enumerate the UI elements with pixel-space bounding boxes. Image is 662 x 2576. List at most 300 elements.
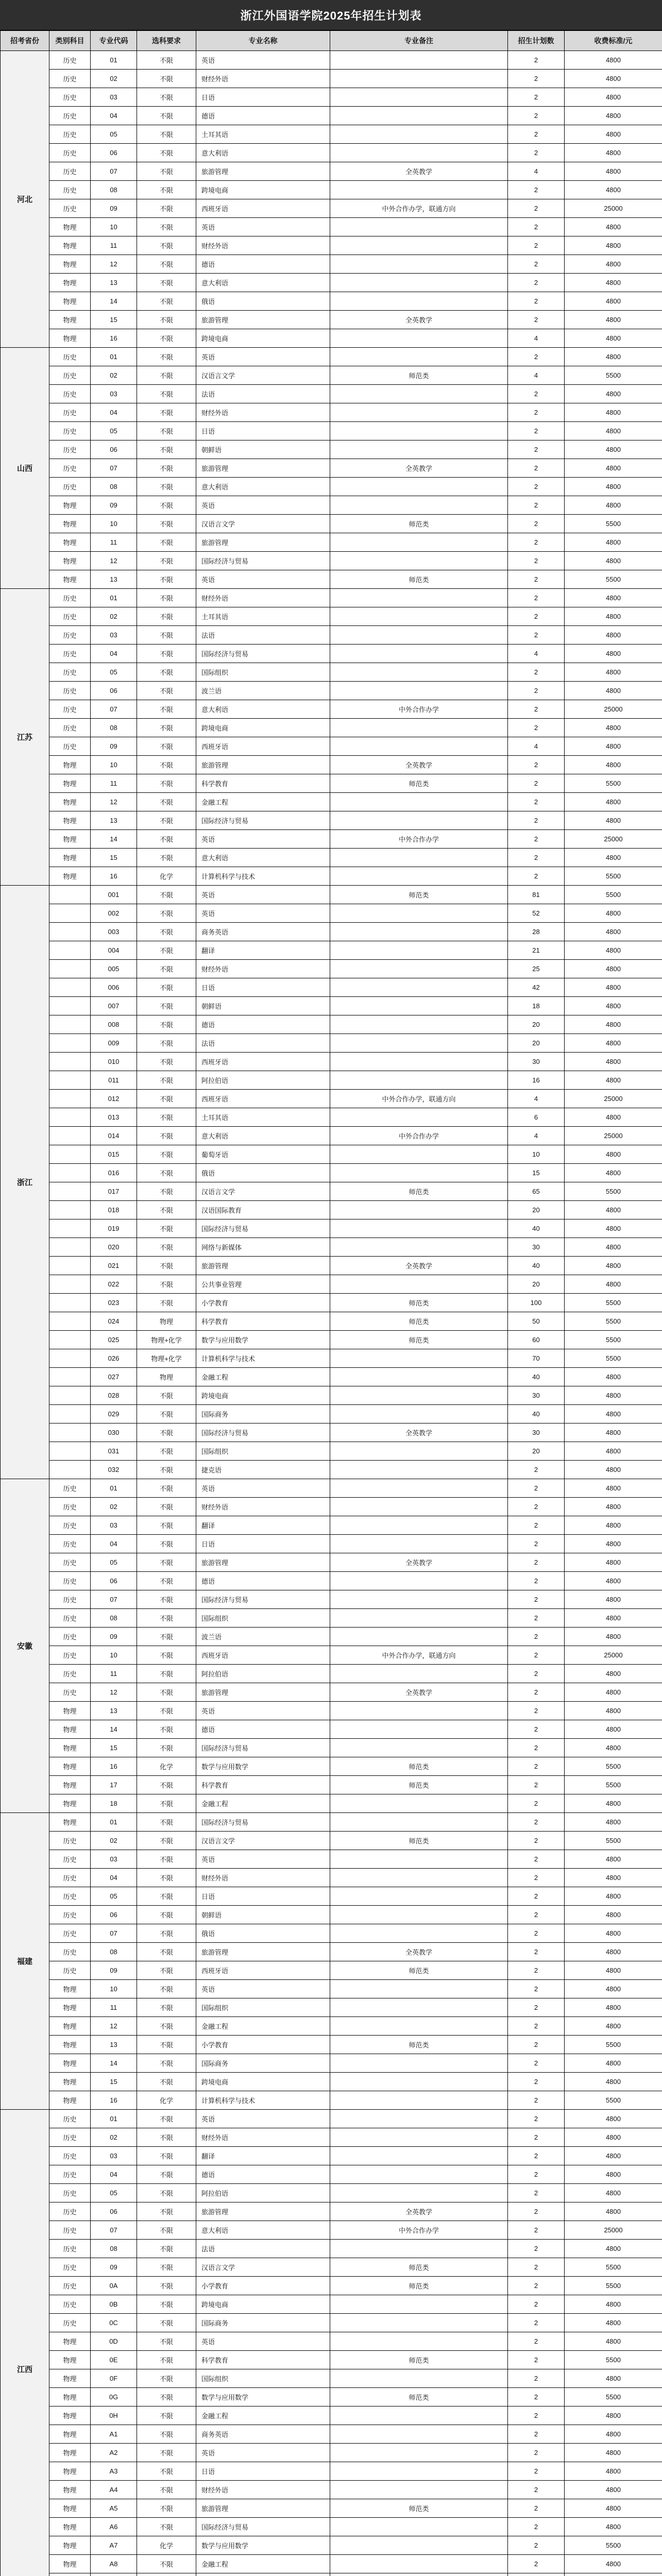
cell-major-name: 英语 bbox=[196, 1479, 330, 1498]
cell-category: 历史 bbox=[49, 1516, 91, 1535]
table-row bbox=[1, 2462, 662, 2481]
cell-major-name: 英语 bbox=[196, 886, 330, 904]
cell-plan-count: 2 bbox=[508, 1869, 565, 1887]
cell-major-note bbox=[330, 1739, 508, 1757]
table-row bbox=[1, 1572, 662, 1590]
cell-category: 物理 bbox=[49, 2462, 91, 2481]
cell-tuition: 5500 bbox=[565, 1832, 662, 1850]
cell-category: 历史 bbox=[49, 682, 91, 700]
cell-major-name: 英语 bbox=[196, 570, 330, 589]
cell-major-code: 15 bbox=[91, 2073, 137, 2091]
cell-plan-count: 60 bbox=[508, 1331, 565, 1349]
cell-major-code: 11 bbox=[91, 236, 137, 255]
cell-tuition: 4800 bbox=[565, 88, 662, 107]
cell-tuition: 4800 bbox=[565, 1405, 662, 1423]
cell-tuition: 4800 bbox=[565, 2369, 662, 2388]
cell-tuition: 4800 bbox=[565, 2481, 662, 2499]
cell-category bbox=[49, 1015, 91, 1034]
table-row bbox=[1, 1869, 662, 1887]
table-row bbox=[1, 886, 662, 904]
cell-tuition: 4800 bbox=[565, 1516, 662, 1535]
cell-tuition: 5500 bbox=[565, 1776, 662, 1794]
table-row bbox=[1, 2369, 662, 2388]
cell-province: 河北 bbox=[1, 51, 49, 348]
cell-major-name: 汉语言文学 bbox=[196, 2258, 330, 2277]
cell-plan-count: 2 bbox=[508, 2036, 565, 2054]
cell-major-name: 意大利语 bbox=[196, 2221, 330, 2240]
cell-major-note bbox=[330, 719, 508, 737]
cell-major-note: 师范类 bbox=[330, 1832, 508, 1850]
cell-major-name: 国际经济与贸易 bbox=[196, 1739, 330, 1757]
cell-subject-requirement: 不限 bbox=[137, 1071, 196, 1090]
cell-major-name: 德语 bbox=[196, 1720, 330, 1739]
cell-major-note bbox=[330, 1665, 508, 1683]
cell-major-name: 日语 bbox=[196, 1535, 330, 1553]
cell-major-code: 02 bbox=[91, 1832, 137, 1850]
cell-plan-count: 20 bbox=[508, 1442, 565, 1461]
cell-plan-count: 2 bbox=[508, 1535, 565, 1553]
cell-subject-requirement: 不限 bbox=[137, 2110, 196, 2128]
cell-major-note bbox=[330, 2555, 508, 2573]
table-row bbox=[1, 1739, 662, 1757]
cell-tuition: 4800 bbox=[565, 533, 662, 552]
cell-plan-count: 2 bbox=[508, 348, 565, 366]
cell-major-name: 德语 bbox=[196, 1572, 330, 1590]
table-row bbox=[1, 1535, 662, 1553]
table-row bbox=[1, 923, 662, 941]
cell-major-name: 意大利语 bbox=[196, 144, 330, 162]
cell-major-name: 国际经济与贸易 bbox=[196, 1590, 330, 1609]
cell-major-code: 08 bbox=[91, 1609, 137, 1628]
cell-plan-count: 2 bbox=[508, 2314, 565, 2332]
cell-subject-requirement: 不限 bbox=[137, 849, 196, 867]
cell-subject-requirement: 不限 bbox=[137, 1461, 196, 1479]
cell-major-note: 中外合作办学 bbox=[330, 700, 508, 719]
cell-major-name: 商务英语 bbox=[196, 923, 330, 941]
cell-plan-count: 20 bbox=[508, 1015, 565, 1034]
cell-major-note bbox=[330, 88, 508, 107]
cell-plan-count: 2 bbox=[508, 440, 565, 459]
cell-subject-requirement: 不限 bbox=[137, 719, 196, 737]
cell-subject-requirement: 不限 bbox=[137, 811, 196, 830]
table-row bbox=[1, 1906, 662, 1924]
cell-tuition: 5500 bbox=[565, 1349, 662, 1368]
cell-plan-count: 2 bbox=[508, 756, 565, 774]
cell-subject-requirement: 不限 bbox=[137, 2444, 196, 2462]
cell-plan-count: 52 bbox=[508, 904, 565, 923]
cell-plan-count: 2 bbox=[508, 1739, 565, 1757]
cell-major-note bbox=[330, 2314, 508, 2332]
table-row bbox=[1, 1794, 662, 1813]
cell-major-code: 16 bbox=[91, 329, 137, 348]
cell-major-note bbox=[330, 2481, 508, 2499]
table-row bbox=[1, 867, 662, 886]
cell-subject-requirement: 不限 bbox=[137, 1720, 196, 1739]
cell-tuition: 25000 bbox=[565, 199, 662, 218]
table-row bbox=[1, 570, 662, 589]
cell-category: 历史 bbox=[49, 607, 91, 626]
cell-major-note bbox=[330, 978, 508, 997]
cell-major-code: 01 bbox=[91, 1813, 137, 1832]
cell-major-name: 小学教育 bbox=[196, 1294, 330, 1312]
cell-plan-count: 2 bbox=[508, 311, 565, 329]
cell-tuition: 4800 bbox=[565, 737, 662, 756]
cell-plan-count: 2 bbox=[508, 199, 565, 218]
cell-category bbox=[49, 1461, 91, 1479]
cell-category: 历史 bbox=[49, 422, 91, 440]
cell-major-code: A2 bbox=[91, 2444, 137, 2462]
cell-plan-count: 2 bbox=[508, 2128, 565, 2147]
cell-subject-requirement: 不限 bbox=[137, 1924, 196, 1943]
cell-category bbox=[49, 1201, 91, 1219]
cell-tuition: 4800 bbox=[565, 1906, 662, 1924]
table-row bbox=[1, 366, 662, 385]
cell-major-name: 翻译 bbox=[196, 2147, 330, 2165]
cell-subject-requirement: 不限 bbox=[137, 1961, 196, 1980]
cell-major-code: 01 bbox=[91, 1479, 137, 1498]
cell-plan-count: 2 bbox=[508, 719, 565, 737]
cell-plan-count: 2 bbox=[508, 589, 565, 607]
cell-category: 历史 bbox=[49, 589, 91, 607]
cell-major-note: 中外合作办学 bbox=[330, 2221, 508, 2240]
cell-major-note bbox=[330, 496, 508, 515]
cell-category: 历史 bbox=[49, 2258, 91, 2277]
cell-category bbox=[49, 1386, 91, 1405]
cell-major-name: 汉语言文学 bbox=[196, 1832, 330, 1850]
cell-major-note bbox=[330, 1219, 508, 1238]
cell-major-note bbox=[330, 1609, 508, 1628]
cell-major-name: 数学与应用数学 bbox=[196, 1331, 330, 1349]
table-header bbox=[1, 31, 662, 51]
cell-category: 物理 bbox=[49, 236, 91, 255]
cell-tuition: 4800 bbox=[565, 1386, 662, 1405]
cell-subject-requirement: 不限 bbox=[137, 1590, 196, 1609]
cell-major-name: 财经外语 bbox=[196, 70, 330, 88]
cell-category: 历史 bbox=[49, 1535, 91, 1553]
cell-major-code: 12 bbox=[91, 552, 137, 570]
cell-tuition: 4800 bbox=[565, 1535, 662, 1553]
cell-plan-count: 2 bbox=[508, 181, 565, 199]
cell-major-code: 14 bbox=[91, 1720, 137, 1739]
cell-major-note: 师范类 bbox=[330, 1961, 508, 1980]
cell-category bbox=[49, 1442, 91, 1461]
cell-plan-count: 2 bbox=[508, 2295, 565, 2314]
cell-subject-requirement: 不限 bbox=[137, 2128, 196, 2147]
cell-major-name: 财经外语 bbox=[196, 236, 330, 255]
cell-major-name: 日语 bbox=[196, 422, 330, 440]
cell-tuition: 4800 bbox=[565, 1665, 662, 1683]
cell-major-note bbox=[330, 2110, 508, 2128]
cell-tuition: 4800 bbox=[565, 997, 662, 1015]
cell-major-code: 017 bbox=[91, 1182, 137, 1201]
cell-major-code: 003 bbox=[91, 923, 137, 941]
cell-category: 历史 bbox=[49, 88, 91, 107]
cell-major-note bbox=[330, 1794, 508, 1813]
table-row bbox=[1, 478, 662, 496]
cell-subject-requirement: 不限 bbox=[137, 626, 196, 645]
table-row bbox=[1, 1757, 662, 1776]
cell-category: 历史 bbox=[49, 1906, 91, 1924]
cell-major-note: 师范类 bbox=[330, 515, 508, 533]
cell-category bbox=[49, 1127, 91, 1145]
cell-subject-requirement: 不限 bbox=[137, 2184, 196, 2202]
cell-tuition: 4800 bbox=[565, 329, 662, 348]
cell-subject-requirement: 不限 bbox=[137, 1980, 196, 1998]
cell-major-code: 06 bbox=[91, 144, 137, 162]
cell-category: 历史 bbox=[49, 663, 91, 682]
cell-category bbox=[49, 1034, 91, 1053]
cell-major-code: A4 bbox=[91, 2481, 137, 2499]
cell-major-code: 17 bbox=[91, 1776, 137, 1794]
cell-subject-requirement: 不限 bbox=[137, 496, 196, 515]
cell-tuition: 4800 bbox=[565, 2314, 662, 2332]
cell-plan-count: 4 bbox=[508, 645, 565, 663]
cell-plan-count: 2 bbox=[508, 1980, 565, 1998]
cell-major-code bbox=[91, 2573, 137, 2576]
cell-major-name: 阿拉伯语 bbox=[196, 2184, 330, 2202]
cell-tuition: 4800 bbox=[565, 756, 662, 774]
table-row bbox=[1, 1943, 662, 1961]
cell-tuition: 4800 bbox=[565, 2147, 662, 2165]
cell-major-name: 财经外语 bbox=[196, 1869, 330, 1887]
cell-subject-requirement: 不限 bbox=[137, 2481, 196, 2499]
table-row bbox=[1, 144, 662, 162]
cell-tuition: 25000 bbox=[565, 830, 662, 849]
cell-major-note bbox=[330, 1516, 508, 1535]
cell-category: 历史 bbox=[49, 2221, 91, 2240]
cell-plan-count: 2 bbox=[508, 1498, 565, 1516]
cell-tuition: 4800 bbox=[565, 1108, 662, 1127]
cell-major-note bbox=[330, 1998, 508, 2017]
cell-subject-requirement: 不限 bbox=[137, 385, 196, 403]
table-row bbox=[1, 1924, 662, 1943]
cell-category: 物理 bbox=[49, 2332, 91, 2351]
cell-major-code: 006 bbox=[91, 978, 137, 997]
cell-major-code: 06 bbox=[91, 1906, 137, 1924]
cell-plan-count: 2 bbox=[508, 2277, 565, 2295]
cell-category: 历史 bbox=[49, 199, 91, 218]
cell-category: 历史 bbox=[49, 1869, 91, 1887]
table-row bbox=[1, 274, 662, 292]
cell-plan-count: 2 bbox=[508, 1516, 565, 1535]
cell-plan-count: 2 bbox=[508, 1924, 565, 1943]
cell-plan-count: 2 bbox=[508, 2202, 565, 2221]
table-row bbox=[1, 1646, 662, 1665]
cell-major-note: 全英教学 bbox=[330, 1943, 508, 1961]
table-row bbox=[1, 2295, 662, 2314]
cell-category: 历史 bbox=[49, 1646, 91, 1665]
cell-major-code: 031 bbox=[91, 1442, 137, 1461]
cell-major-note bbox=[330, 348, 508, 366]
table-row bbox=[1, 1405, 662, 1423]
cell-subject-requirement: 不限 bbox=[137, 663, 196, 682]
cell-category: 物理 bbox=[49, 2406, 91, 2425]
cell-major-code: 0A bbox=[91, 2277, 137, 2295]
cell-major-note: 师范类 bbox=[330, 1776, 508, 1794]
cell-subject-requirement: 不限 bbox=[137, 645, 196, 663]
cell-category: 物理 bbox=[49, 2054, 91, 2073]
cell-major-code: 07 bbox=[91, 1590, 137, 1609]
cell-major-code: 021 bbox=[91, 1257, 137, 1275]
table-row bbox=[1, 348, 662, 366]
cell-major-note bbox=[330, 1145, 508, 1164]
cell-major-code: A8 bbox=[91, 2555, 137, 2573]
cell-subject-requirement: 不限 bbox=[137, 1386, 196, 1405]
cell-major-name: 德语 bbox=[196, 255, 330, 274]
cell-category bbox=[49, 960, 91, 978]
cell-tuition: 5500 bbox=[565, 570, 662, 589]
header-subject-requirement: 选科要求 bbox=[137, 31, 196, 51]
table-row bbox=[1, 2128, 662, 2147]
cell-tuition: 5500 bbox=[565, 2258, 662, 2277]
cell-tuition: 4800 bbox=[565, 2425, 662, 2444]
cell-subject-requirement: 不限 bbox=[137, 1145, 196, 1164]
cell-subject-requirement: 不限 bbox=[137, 1479, 196, 1498]
cell-major-note: 师范类 bbox=[330, 886, 508, 904]
cell-category: 物理 bbox=[49, 292, 91, 311]
cell-tuition: 4800 bbox=[565, 1628, 662, 1646]
cell-major-code: 019 bbox=[91, 1219, 137, 1238]
cell-plan-count: 2 bbox=[508, 2481, 565, 2499]
cell-subject-requirement: 不限 bbox=[137, 311, 196, 329]
cell-plan-count: 2 bbox=[508, 811, 565, 830]
cell-major-code: 06 bbox=[91, 682, 137, 700]
cell-major-code: 028 bbox=[91, 1386, 137, 1405]
cell-major-code: A5 bbox=[91, 2499, 137, 2518]
cell-tuition: 4800 bbox=[565, 385, 662, 403]
table-row bbox=[1, 515, 662, 533]
cell-major-note bbox=[330, 1590, 508, 1609]
table-row bbox=[1, 1628, 662, 1646]
cell-major-code: 026 bbox=[91, 1349, 137, 1368]
cell-plan-count: 2 bbox=[508, 107, 565, 125]
cell-category: 物理 bbox=[49, 1702, 91, 1720]
cell-major-code: 11 bbox=[91, 1998, 137, 2017]
cell-tuition: 4800 bbox=[565, 2054, 662, 2073]
table-row bbox=[1, 2406, 662, 2425]
cell-category: 物理 bbox=[49, 552, 91, 570]
cell-category: 物理 bbox=[49, 2481, 91, 2499]
cell-major-note: 全英教学 bbox=[330, 2202, 508, 2221]
cell-major-code: 018 bbox=[91, 1201, 137, 1219]
cell-major-name: 旅游管理 bbox=[196, 311, 330, 329]
cell-major-code: 14 bbox=[91, 830, 137, 849]
cell-subject-requirement: 不限 bbox=[137, 941, 196, 960]
cell-tuition: 4800 bbox=[565, 1015, 662, 1034]
cell-major-code: 11 bbox=[91, 533, 137, 552]
cell-plan-count: 100 bbox=[508, 1294, 565, 1312]
sheet-title: 浙江外国语学院2025年招生计划表 bbox=[0, 0, 662, 30]
table-row bbox=[1, 1275, 662, 1294]
table-row bbox=[1, 1423, 662, 1442]
cell-subject-requirement: 不限 bbox=[137, 1127, 196, 1145]
cell-category: 历史 bbox=[49, 1683, 91, 1702]
cell-major-note: 全英教学 bbox=[330, 1683, 508, 1702]
table-row bbox=[1, 811, 662, 830]
cell-category: 历史 bbox=[49, 1498, 91, 1516]
cell-major-name: 英语 bbox=[196, 904, 330, 923]
cell-major-note bbox=[330, 1498, 508, 1516]
cell-subject-requirement: 不限 bbox=[137, 607, 196, 626]
cell-category: 历史 bbox=[49, 2147, 91, 2165]
cell-major-code: 07 bbox=[91, 162, 137, 181]
cell-major-name: 金融工程 bbox=[196, 1368, 330, 1386]
cell-plan-count: 42 bbox=[508, 978, 565, 997]
table-row bbox=[1, 2277, 662, 2295]
cell-tuition: 4800 bbox=[565, 2073, 662, 2091]
cell-category: 物理 bbox=[49, 830, 91, 849]
cell-plan-count: 4 bbox=[508, 737, 565, 756]
cell-plan-count: 20 bbox=[508, 1201, 565, 1219]
cell-tuition: 5500 bbox=[565, 515, 662, 533]
cell-plan-count: 40 bbox=[508, 1257, 565, 1275]
cell-plan-count: 2 bbox=[508, 830, 565, 849]
cell-major-code: 01 bbox=[91, 51, 137, 70]
cell-tuition: 4800 bbox=[565, 607, 662, 626]
cell-tuition: 25000 bbox=[565, 700, 662, 719]
cell-category: 物理 bbox=[49, 2425, 91, 2444]
table-row bbox=[1, 70, 662, 88]
cell-category: 物理 bbox=[49, 570, 91, 589]
cell-subject-requirement: 不限 bbox=[137, 70, 196, 88]
cell-major-name: 跨境电商 bbox=[196, 181, 330, 199]
cell-tuition: 4800 bbox=[565, 478, 662, 496]
cell-plan-count: 4 bbox=[508, 1127, 565, 1145]
table-row bbox=[1, 2573, 662, 2576]
cell-major-note bbox=[330, 923, 508, 941]
cell-subject-requirement: 不限 bbox=[137, 2036, 196, 2054]
cell-major-name: 英语 bbox=[196, 2110, 330, 2128]
cell-major-name: 金融工程 bbox=[196, 793, 330, 811]
cell-subject-requirement: 不限 bbox=[137, 2406, 196, 2425]
table-row bbox=[1, 2017, 662, 2036]
cell-major-code: 005 bbox=[91, 960, 137, 978]
cell-major-name: 财经外语 bbox=[196, 589, 330, 607]
cell-major-note bbox=[330, 2184, 508, 2202]
cell-tuition: 5500 bbox=[565, 2277, 662, 2295]
cell-category: 历史 bbox=[49, 162, 91, 181]
cell-tuition: 4800 bbox=[565, 125, 662, 144]
cell-major-note bbox=[330, 2147, 508, 2165]
table-row bbox=[1, 403, 662, 422]
cell-subject-requirement: 不限 bbox=[137, 2073, 196, 2091]
cell-major-code: 14 bbox=[91, 292, 137, 311]
cell-province: 山西 bbox=[1, 348, 49, 589]
cell-major-code: 16 bbox=[91, 2091, 137, 2110]
cell-major-name: 西班牙语 bbox=[196, 1646, 330, 1665]
table-row bbox=[1, 2073, 662, 2091]
cell-major-code: 016 bbox=[91, 1164, 137, 1182]
cell-plan-count: 2 bbox=[508, 2406, 565, 2425]
cell-tuition: 4800 bbox=[565, 422, 662, 440]
cell-category bbox=[49, 997, 91, 1015]
cell-major-code: 12 bbox=[91, 2017, 137, 2036]
table-row bbox=[1, 2332, 662, 2351]
cell-plan-count: 2 bbox=[508, 2091, 565, 2110]
table-row bbox=[1, 849, 662, 867]
cell-major-code: 04 bbox=[91, 2165, 137, 2184]
cell-plan-count: 2 bbox=[508, 496, 565, 515]
cell-tuition: 4800 bbox=[565, 181, 662, 199]
cell-plan-count: 15 bbox=[508, 1164, 565, 1182]
cell-tuition: 4800 bbox=[565, 1813, 662, 1832]
cell-major-name: 德语 bbox=[196, 107, 330, 125]
cell-major-name: 旅游管理 bbox=[196, 1943, 330, 1961]
cell-major-note bbox=[330, 70, 508, 88]
cell-category: 物理 bbox=[49, 1720, 91, 1739]
table-row bbox=[1, 2518, 662, 2536]
cell-category: 历史 bbox=[49, 737, 91, 756]
